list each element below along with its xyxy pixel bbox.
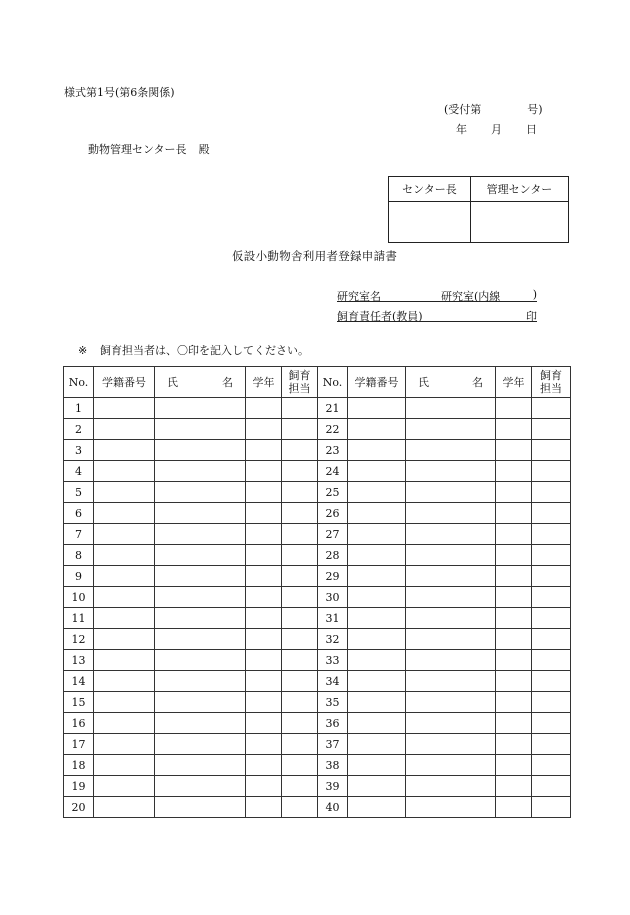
grade-cell[interactable] xyxy=(496,671,532,692)
table-row xyxy=(64,461,571,482)
row-number: 36 xyxy=(318,713,348,734)
grade-cell[interactable] xyxy=(246,398,282,419)
name-cell[interactable] xyxy=(406,587,496,608)
student-id-cell[interactable] xyxy=(94,587,155,608)
student-id-cell[interactable] xyxy=(94,629,155,650)
row-number: 11 xyxy=(64,608,94,629)
grade-cell[interactable] xyxy=(496,692,532,713)
caretaker-cell[interactable] xyxy=(532,713,571,734)
name-cell[interactable] xyxy=(155,524,246,545)
student-id-cell[interactable] xyxy=(348,776,406,797)
row-number: 16 xyxy=(64,713,94,734)
caretaker-cell[interactable] xyxy=(532,524,571,545)
lab-name-label: 研究室名 xyxy=(337,290,381,303)
row-number: 23 xyxy=(318,440,348,461)
reception-number xyxy=(444,104,543,115)
table-row xyxy=(64,755,571,776)
table-row xyxy=(64,797,571,818)
caretaker-cell[interactable] xyxy=(532,398,571,419)
student-id-cell[interactable] xyxy=(94,461,155,482)
header-name-surname-right: 氏 xyxy=(418,376,429,389)
header-no: No. xyxy=(64,367,94,398)
grade-cell[interactable] xyxy=(246,650,282,671)
responsible-line xyxy=(337,306,537,322)
student-id-cell[interactable] xyxy=(348,692,406,713)
grade-cell[interactable] xyxy=(496,587,532,608)
student-id-cell[interactable] xyxy=(348,671,406,692)
name-cell[interactable] xyxy=(406,482,496,503)
row-number: 7 xyxy=(64,524,94,545)
row-number: 30 xyxy=(318,587,348,608)
grade-cell[interactable] xyxy=(496,503,532,524)
student-id-cell[interactable] xyxy=(94,692,155,713)
grade-cell[interactable] xyxy=(496,524,532,545)
date-day: 日 xyxy=(526,123,537,136)
grade-cell[interactable] xyxy=(246,692,282,713)
date-month: 月 xyxy=(491,123,502,136)
student-id-cell[interactable] xyxy=(94,608,155,629)
student-id-cell[interactable] xyxy=(348,440,406,461)
student-id-cell[interactable] xyxy=(94,524,155,545)
caretaker-cell[interactable] xyxy=(532,671,571,692)
name-cell[interactable] xyxy=(155,419,246,440)
table-row xyxy=(64,545,571,566)
student-id-cell[interactable] xyxy=(348,482,406,503)
student-id-cell[interactable] xyxy=(94,776,155,797)
caretaker-cell[interactable] xyxy=(282,755,318,776)
row-number: 38 xyxy=(318,755,348,776)
row-number: 20 xyxy=(64,797,94,818)
name-cell[interactable] xyxy=(155,713,246,734)
name-cell[interactable] xyxy=(406,398,496,419)
table-row xyxy=(64,671,571,692)
student-id-cell[interactable] xyxy=(94,650,155,671)
grade-cell[interactable] xyxy=(246,797,282,818)
caretaker-cell[interactable] xyxy=(282,734,318,755)
row-number: 6 xyxy=(64,503,94,524)
student-id-cell[interactable] xyxy=(94,545,155,566)
row-number: 10 xyxy=(64,587,94,608)
row-number: 19 xyxy=(64,776,94,797)
name-cell[interactable] xyxy=(155,608,246,629)
header-caretaker-line1: 飼育 xyxy=(288,369,311,382)
name-cell[interactable] xyxy=(155,482,246,503)
name-cell[interactable] xyxy=(155,545,246,566)
name-cell[interactable] xyxy=(406,461,496,482)
grade-cell[interactable] xyxy=(496,755,532,776)
row-number: 13 xyxy=(64,650,94,671)
row-number: 9 xyxy=(64,566,94,587)
row-number: 5 xyxy=(64,482,94,503)
row-number: 2 xyxy=(64,419,94,440)
name-cell[interactable] xyxy=(155,587,246,608)
caretaker-cell[interactable] xyxy=(532,587,571,608)
caretaker-cell[interactable] xyxy=(532,440,571,461)
caretaker-cell[interactable] xyxy=(282,524,318,545)
date-year: 年 xyxy=(456,123,467,136)
caretaker-cell[interactable] xyxy=(532,545,571,566)
caretaker-cell[interactable] xyxy=(282,440,318,461)
name-cell[interactable] xyxy=(155,503,246,524)
caretaker-cell[interactable] xyxy=(532,629,571,650)
grade-cell[interactable] xyxy=(496,482,532,503)
table-row xyxy=(64,398,571,419)
grade-cell[interactable] xyxy=(246,671,282,692)
roster-body xyxy=(64,398,571,818)
student-id-cell[interactable] xyxy=(348,461,406,482)
table-row xyxy=(64,503,571,524)
name-cell[interactable] xyxy=(406,692,496,713)
student-id-cell[interactable] xyxy=(94,566,155,587)
row-number: 24 xyxy=(318,461,348,482)
name-cell[interactable] xyxy=(155,692,246,713)
row-number: 25 xyxy=(318,482,348,503)
row-number: 14 xyxy=(64,671,94,692)
name-cell[interactable] xyxy=(406,503,496,524)
student-id-cell[interactable] xyxy=(348,503,406,524)
student-id-cell[interactable] xyxy=(94,755,155,776)
approval-header-center: 管理センター xyxy=(470,177,568,202)
table-row xyxy=(64,713,571,734)
student-id-cell[interactable] xyxy=(94,440,155,461)
student-id-cell[interactable] xyxy=(348,398,406,419)
caretaker-cell[interactable] xyxy=(532,461,571,482)
table-row xyxy=(64,650,571,671)
grade-cell[interactable] xyxy=(246,629,282,650)
responsible-label: 飼育責任者(教員) xyxy=(337,310,423,323)
name-cell[interactable] xyxy=(406,671,496,692)
row-number: 17 xyxy=(64,734,94,755)
caretaker-cell[interactable] xyxy=(282,566,318,587)
table-row xyxy=(64,629,571,650)
student-id-cell[interactable] xyxy=(348,587,406,608)
student-id-cell[interactable] xyxy=(348,629,406,650)
caretaker-cell[interactable] xyxy=(282,671,318,692)
grade-cell[interactable] xyxy=(246,755,282,776)
caretaker-cell[interactable] xyxy=(282,503,318,524)
student-id-cell[interactable] xyxy=(348,545,406,566)
name-cell[interactable] xyxy=(155,440,246,461)
name-cell[interactable] xyxy=(155,734,246,755)
caretaker-cell[interactable] xyxy=(282,461,318,482)
row-number: 18 xyxy=(64,755,94,776)
grade-cell[interactable] xyxy=(496,629,532,650)
name-cell[interactable] xyxy=(406,797,496,818)
header-name-given-right: 名 xyxy=(472,376,483,389)
student-id-cell[interactable] xyxy=(348,566,406,587)
row-number: 26 xyxy=(318,503,348,524)
header-caretaker xyxy=(282,367,318,398)
student-id-cell[interactable] xyxy=(348,524,406,545)
name-cell[interactable] xyxy=(155,671,246,692)
grade-cell[interactable] xyxy=(496,566,532,587)
row-number: 34 xyxy=(318,671,348,692)
table-row xyxy=(64,440,571,461)
table-row xyxy=(64,776,571,797)
row-number: 22 xyxy=(318,419,348,440)
grade-cell[interactable] xyxy=(246,545,282,566)
header-student-id-right: 学籍番号 xyxy=(348,367,406,398)
approval-stamp-director xyxy=(389,202,471,243)
document-title: 仮設小動物舎利用者登録申請書 xyxy=(232,249,398,263)
lab-name-line xyxy=(337,286,537,302)
header-student-id: 学籍番号 xyxy=(94,367,155,398)
table-row xyxy=(64,608,571,629)
caretaker-cell[interactable] xyxy=(532,482,571,503)
grade-cell[interactable] xyxy=(246,524,282,545)
grade-cell[interactable] xyxy=(496,398,532,419)
row-number: 4 xyxy=(64,461,94,482)
table-row xyxy=(64,692,571,713)
grade-cell[interactable] xyxy=(246,734,282,755)
name-cell[interactable] xyxy=(406,419,496,440)
grade-cell[interactable] xyxy=(246,608,282,629)
name-cell[interactable] xyxy=(406,776,496,797)
student-id-cell[interactable] xyxy=(348,797,406,818)
row-number: 39 xyxy=(318,776,348,797)
row-number: 32 xyxy=(318,629,348,650)
caretaker-cell[interactable] xyxy=(282,419,318,440)
grade-cell[interactable] xyxy=(246,587,282,608)
header-grade-right: 学年 xyxy=(496,367,532,398)
roster-header-row xyxy=(64,367,571,398)
caretaker-cell[interactable] xyxy=(532,755,571,776)
grade-cell[interactable] xyxy=(246,566,282,587)
addressee-name: 動物管理センター長 xyxy=(88,143,187,156)
student-id-cell[interactable] xyxy=(94,398,155,419)
name-cell[interactable] xyxy=(155,797,246,818)
table-row xyxy=(64,419,571,440)
caretaker-cell[interactable] xyxy=(282,776,318,797)
approval-stamp-center xyxy=(470,202,568,243)
name-cell[interactable] xyxy=(155,398,246,419)
header-name-surname: 氏 xyxy=(167,376,178,389)
caretaker-cell[interactable] xyxy=(532,650,571,671)
header-name xyxy=(155,367,246,398)
approval-stamp-table xyxy=(388,176,569,243)
name-cell[interactable] xyxy=(155,566,246,587)
header-grade: 学年 xyxy=(246,367,282,398)
grade-cell[interactable] xyxy=(496,650,532,671)
lab-extension-close: ) xyxy=(532,288,537,301)
grade-cell[interactable] xyxy=(246,482,282,503)
row-number: 33 xyxy=(318,650,348,671)
student-id-cell[interactable] xyxy=(94,797,155,818)
row-number: 15 xyxy=(64,692,94,713)
student-id-cell[interactable] xyxy=(94,671,155,692)
student-id-cell[interactable] xyxy=(94,482,155,503)
caretaker-cell[interactable] xyxy=(532,734,571,755)
grade-cell[interactable] xyxy=(496,608,532,629)
name-cell[interactable] xyxy=(406,440,496,461)
name-cell[interactable] xyxy=(406,608,496,629)
name-cell[interactable] xyxy=(406,713,496,734)
caretaker-note xyxy=(78,345,309,356)
caretaker-cell[interactable] xyxy=(532,566,571,587)
grade-cell[interactable] xyxy=(246,461,282,482)
reception-prefix: (受付第 xyxy=(444,103,482,116)
grade-cell[interactable] xyxy=(246,419,282,440)
row-number: 1 xyxy=(64,398,94,419)
caretaker-cell[interactable] xyxy=(282,482,318,503)
header-caretaker-right xyxy=(532,367,571,398)
name-cell[interactable] xyxy=(406,755,496,776)
row-number: 27 xyxy=(318,524,348,545)
name-cell[interactable] xyxy=(406,566,496,587)
student-id-cell[interactable] xyxy=(348,734,406,755)
caretaker-cell[interactable] xyxy=(532,608,571,629)
student-id-cell[interactable] xyxy=(94,713,155,734)
grade-cell[interactable] xyxy=(496,419,532,440)
row-number: 8 xyxy=(64,545,94,566)
caretaker-cell[interactable] xyxy=(282,692,318,713)
row-number: 12 xyxy=(64,629,94,650)
grade-cell[interactable] xyxy=(496,797,532,818)
lab-extension-label: 研究室(内線 xyxy=(441,290,501,303)
honorific: 殿 xyxy=(198,143,210,156)
roster-table xyxy=(63,366,571,818)
caretaker-cell[interactable] xyxy=(282,398,318,419)
table-row xyxy=(64,587,571,608)
name-cell[interactable] xyxy=(155,629,246,650)
row-number: 21 xyxy=(318,398,348,419)
caretaker-cell[interactable] xyxy=(282,629,318,650)
name-cell[interactable] xyxy=(155,461,246,482)
note-mark: ※ xyxy=(78,344,88,357)
caretaker-cell[interactable] xyxy=(282,713,318,734)
form-number-label: 様式第1号(第6条関係) xyxy=(64,86,175,99)
student-id-cell[interactable] xyxy=(348,755,406,776)
student-id-cell[interactable] xyxy=(348,608,406,629)
note-text: 飼育担当者は、〇印を記入してください。 xyxy=(100,344,309,357)
grade-cell[interactable] xyxy=(246,440,282,461)
header-caretaker-line1-right: 飼育 xyxy=(540,369,562,382)
header-no-right: No. xyxy=(318,367,348,398)
grade-cell[interactable] xyxy=(496,734,532,755)
student-id-cell[interactable] xyxy=(348,713,406,734)
student-id-cell[interactable] xyxy=(94,503,155,524)
grade-cell[interactable] xyxy=(496,440,532,461)
row-number: 40 xyxy=(318,797,348,818)
reception-date xyxy=(456,124,537,135)
seal-mark: 印 xyxy=(526,310,537,323)
addressee xyxy=(88,144,210,155)
student-id-cell[interactable] xyxy=(348,419,406,440)
row-number: 29 xyxy=(318,566,348,587)
header-name-right xyxy=(406,367,496,398)
name-cell[interactable] xyxy=(155,776,246,797)
table-row xyxy=(64,734,571,755)
name-cell[interactable] xyxy=(155,650,246,671)
name-cell[interactable] xyxy=(406,629,496,650)
row-number: 28 xyxy=(318,545,348,566)
name-cell[interactable] xyxy=(406,734,496,755)
grade-cell[interactable] xyxy=(246,776,282,797)
caretaker-cell[interactable] xyxy=(282,650,318,671)
approval-header-director: センター長 xyxy=(389,177,471,202)
name-cell[interactable] xyxy=(406,524,496,545)
caretaker-cell[interactable] xyxy=(282,797,318,818)
row-number: 3 xyxy=(64,440,94,461)
caretaker-cell[interactable] xyxy=(532,419,571,440)
reception-suffix: 号) xyxy=(527,103,543,116)
row-number: 35 xyxy=(318,692,348,713)
grade-cell[interactable] xyxy=(246,713,282,734)
caretaker-cell[interactable] xyxy=(282,587,318,608)
grade-cell[interactable] xyxy=(496,545,532,566)
student-id-cell[interactable] xyxy=(94,419,155,440)
caretaker-cell[interactable] xyxy=(532,797,571,818)
student-id-cell[interactable] xyxy=(94,734,155,755)
header-caretaker-line2: 担当 xyxy=(288,382,311,395)
table-row xyxy=(64,482,571,503)
grade-cell[interactable] xyxy=(496,461,532,482)
caretaker-cell[interactable] xyxy=(532,692,571,713)
grade-cell[interactable] xyxy=(246,503,282,524)
name-cell[interactable] xyxy=(406,545,496,566)
name-cell[interactable] xyxy=(406,650,496,671)
header-caretaker-line2-right: 担当 xyxy=(540,382,562,395)
name-cell[interactable] xyxy=(155,755,246,776)
header-name-given: 名 xyxy=(222,376,233,389)
caretaker-cell[interactable] xyxy=(532,776,571,797)
table-row xyxy=(64,566,571,587)
grade-cell[interactable] xyxy=(496,713,532,734)
caretaker-cell[interactable] xyxy=(282,545,318,566)
row-number: 37 xyxy=(318,734,348,755)
caretaker-cell[interactable] xyxy=(282,608,318,629)
grade-cell[interactable] xyxy=(496,776,532,797)
row-number: 31 xyxy=(318,608,348,629)
caretaker-cell[interactable] xyxy=(532,503,571,524)
student-id-cell[interactable] xyxy=(348,650,406,671)
table-row xyxy=(64,524,571,545)
